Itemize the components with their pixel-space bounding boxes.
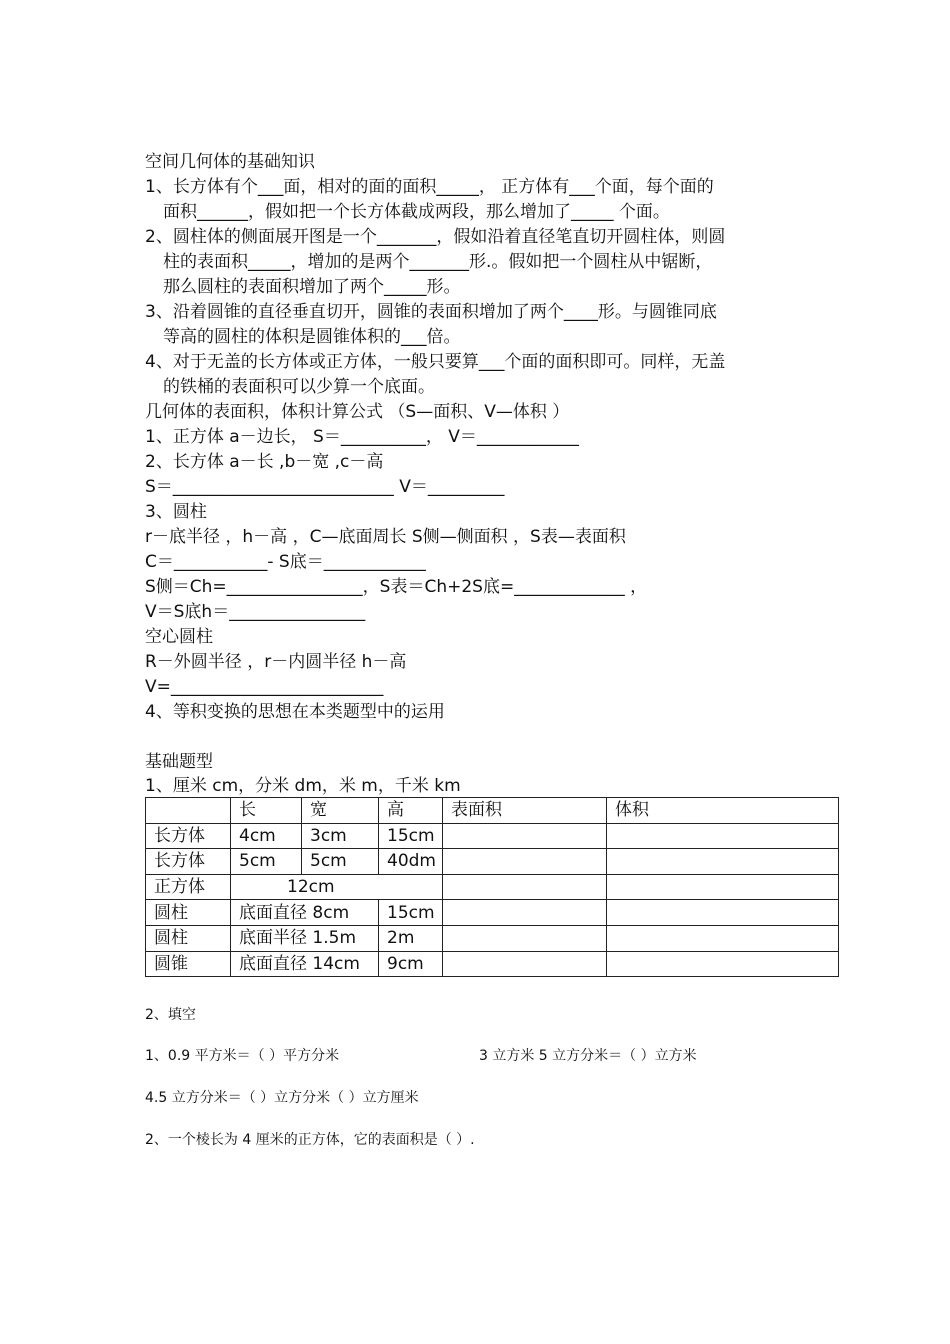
table-cell-empty [607,900,839,926]
table-row [146,849,839,875]
formula-line: S侧＝Ch=________________，S表＝Ch+2S底=_____________ ， [145,577,648,597]
table-cell: 底面直径 14cm [231,951,379,977]
table-row [146,823,839,849]
table-header-cell: 长 [231,798,302,824]
formula-line: 空心圆柱 [145,627,213,647]
table-row [146,951,839,977]
table-cell-empty [607,925,839,951]
units-line: 1、厘米 cm，分米 dm，米 m，千米 km [145,776,461,796]
text-line: 4、对于无盖的长方体或正方体，一般只要算___个面的面积即可。同样，无盖 [145,352,726,372]
text-line: 等高的圆柱的体积是圆锥体积的___倍。 [163,327,461,347]
table-cell: 圆柱 [146,900,231,926]
table-cell: 2m [379,925,443,951]
table-cell: 长方体 [146,823,231,849]
table-cell: 4cm [231,823,302,849]
text-line: 3、沿着圆锥的直径垂直切开，圆锥的表面积增加了两个____形。与圆锥同底 [145,302,717,322]
section-title-fill-blank: 2、填空 [145,1007,196,1023]
table-cell-empty [443,951,607,977]
formula-line: 3、圆柱 [145,502,207,522]
table-cell: 3cm [302,823,379,849]
table-cell: 12cm [231,874,443,900]
text-line: 柱的表面积_____，增加的是两个_______形.。假如把一个圆柱从中锯断， [163,252,713,272]
text-line: 1、长方体有个___面，相对的面的面积_____， 正方体有___个面，每个面的 [145,177,714,197]
formula-line: 4、等积变换的思想在本类题型中的运用 [145,702,445,722]
question-line: 4.5 立方分米＝（ ）立方分米（ ）立方厘米 [145,1090,419,1106]
section-title-exercises: 基础题型 [145,752,213,772]
question-line: 2、一个棱长为 4 厘米的正方体，它的表面积是（ ）. [145,1132,475,1148]
table-cell: 圆柱 [146,925,231,951]
table-cell-empty [443,925,607,951]
table-cell: 9cm [379,951,443,977]
table-cell: 长方体 [146,849,231,875]
formula-line: V＝S底h＝________________ [145,602,366,622]
formula-line: r－底半径 ，h－高 ，C—底面周长 S侧—侧面积 ，S表—表面积 [145,527,626,547]
table-header-cell: 宽 [302,798,379,824]
formula-line: C＝___________- S底＝____________ [145,552,426,572]
table-cell: 正方体 [146,874,231,900]
table-row [146,925,839,951]
table-cell: 15cm [379,823,443,849]
table-cell-empty [607,849,839,875]
text-line: 的铁桶的表面积可以少算一个底面。 [163,377,435,397]
section-title-basics: 空间几何体的基础知识 [145,152,315,172]
table-cell-empty [443,849,607,875]
formula-line: S＝__________________________ V＝_________ [145,477,505,497]
table-cell-empty [607,951,839,977]
table-row [146,900,839,926]
table-cell: 圆锥 [146,951,231,977]
table-header-cell: 高 [379,798,443,824]
table-header-cell: 表面积 [443,798,607,824]
table-cell-empty [443,823,607,849]
table-cell: 5cm [302,849,379,875]
dimensions-table [145,797,839,977]
table-row [146,874,839,900]
formula-line: V=_________________________ [145,677,384,697]
text-line: 面积______，假如把一个长方体截成两段，那么增加了_____ 个面。 [163,202,670,222]
table-cell: 15cm [379,900,443,926]
table-cell: 5cm [231,849,302,875]
table-header-cell [146,798,231,824]
formula-line: R－外圆半径 ，r－内圆半径 h－高 [145,652,407,672]
question-line: 1、0.9 平方米＝（ ）平方分米 [145,1048,340,1064]
table-cell-empty [607,874,839,900]
table-cell: 底面直径 8cm [231,900,379,926]
table-header-cell: 体积 [607,798,839,824]
section-title-formulas: 几何体的表面积，体积计算公式 （S—面积、V—体积 ） [145,402,570,422]
formula-line: 1、正方体 a－边长， S＝__________， V＝____________ [145,427,579,447]
table-cell: 40dm [379,849,443,875]
formula-line: 2、长方体 a－长 ,b－宽 ,c－高 [145,452,384,472]
table-cell-empty [443,900,607,926]
table-cell-empty [607,823,839,849]
table-header-row [146,798,839,824]
table-cell: 底面半径 1.5m [231,925,379,951]
question-line: 3 立方米 5 立方分米＝（ ）立方米 [479,1048,697,1064]
text-line: 2、圆柱体的侧面展开图是一个_______，假如沿着直径笔直切开圆柱体，则圆 [145,227,726,247]
table-cell-empty [443,874,607,900]
text-line: 那么圆柱的表面积增加了两个_____形。 [163,277,461,297]
